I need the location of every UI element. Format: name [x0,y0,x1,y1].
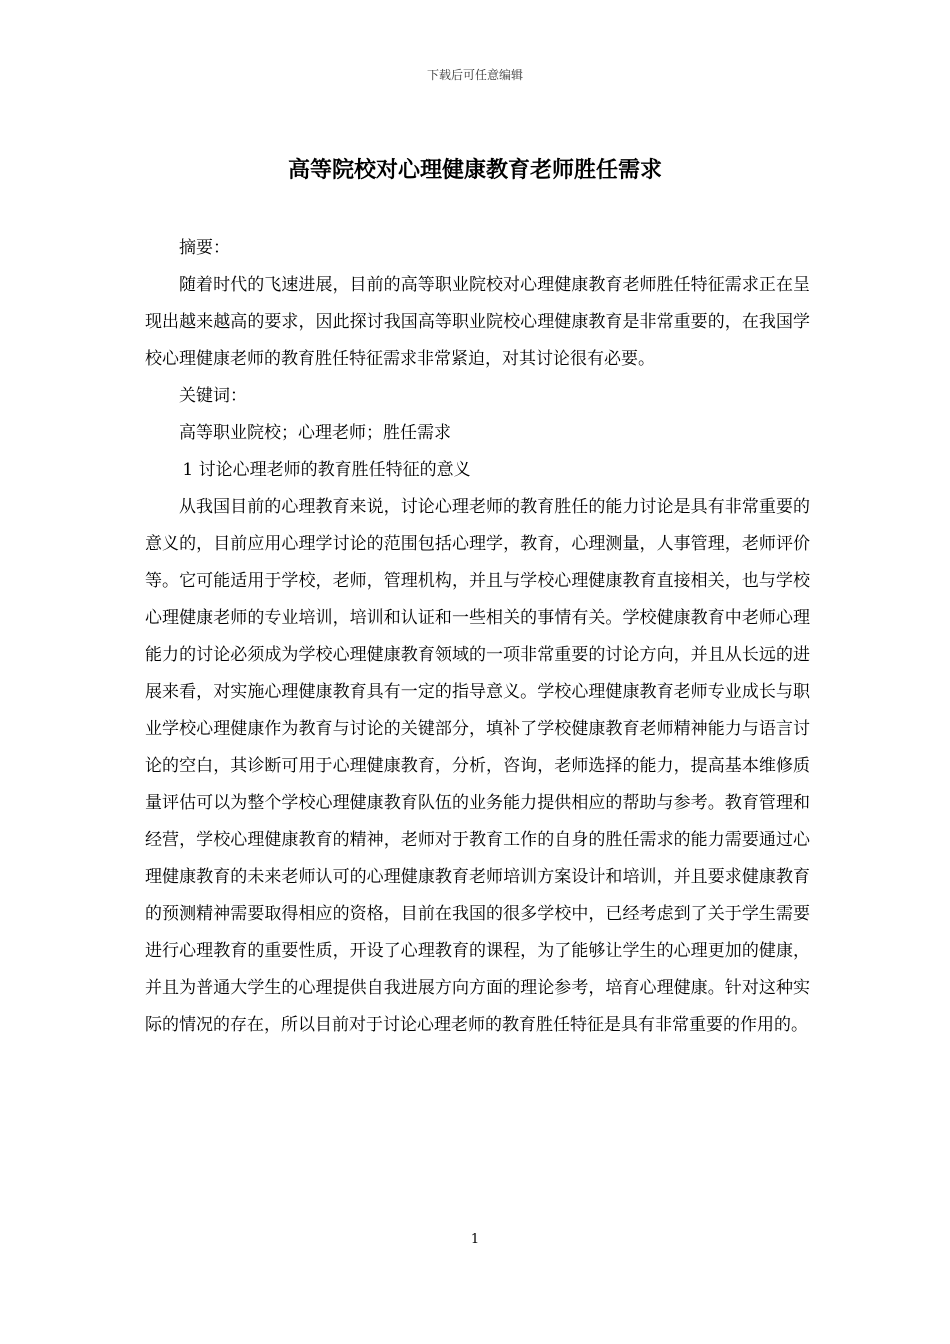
keywords-label: 关键词： [179,386,247,406]
document-body [145,230,810,1044]
page-number: 1 [470,1232,480,1247]
section-heading: 1 讨论心理老师的教育胜任特征的意义 [182,460,471,480]
header-note: 下载后可任意编辑 [426,68,523,82]
abstract-label: 摘要： [179,238,230,258]
document-title: 高等院校对心理健康教育老师胜任需求 [287,157,662,183]
keywords-text: 高等职业院校；心理老师；胜任需求 [179,423,451,443]
abstract-text: 随着时代的飞速进展，目前的高等职业院校对心理健康教育老师胜任特征需求正在呈现出越来越高的要求，因此探讨我国高等职业院校心理健康教育是非常重要的，在我国学校心理健康老师的教育胜任特征需求非常紧迫，对其讨论很有必要。 [145,275,810,369]
body-paragraph: 从我国目前的心理教育来说，讨论心理老师的教育胜任的能力讨论是具有非常重要的意义的，目前应用心理学讨论的范围包括心理学，教育，心理测量，人事管理，老师评价等。它可能适用于学校，老师，管理机构，并且与学校心理健康教育直接相关，也与学校心理健康老师的专业培训，培训和认证和一些相关的事情有关。学校健康教育中老师心理能力的讨论必须成为学校心理健康教育领域的一项非常重要的讨论方向，并且从长远的进展来看，对实施心理健康教育具有一定的指导意义。学校心理健康教育老师专业成长与职业学校心理健康作为教育与讨论的关键部分，填补了学校健康教育老师精神能力与语言讨论的空白，其诊断可用于心理健康教育，分析，咨询，老师选择的能力，提高基本维修质量评估可以为整个学校心理健康教育队伍的业务能力提供相应的帮助与参考。教育管理和经营，学校心理健康教育的精神，老师对于教育工作的自身的胜任需求的能力需要通过心理健康教育的未来老师认可的心理健康教育老师培训方案设计和培训，并且要求健康教育的预测精神需要取得相应的资格，目前在我国的很多学校中，已经考虑到了关于学生需要进行心理教育的重要性质，开设了心理教育的课程，为了能够让学生的心理更加的健康，并且为普通大学生的心理提供自我进展方向方面的理论参考，培育心理健康。针对这种实际的情况的存在，所以目前对于讨论心理老师的教育胜任特征是具有非常重要的作用的。 [145,497,810,1035]
